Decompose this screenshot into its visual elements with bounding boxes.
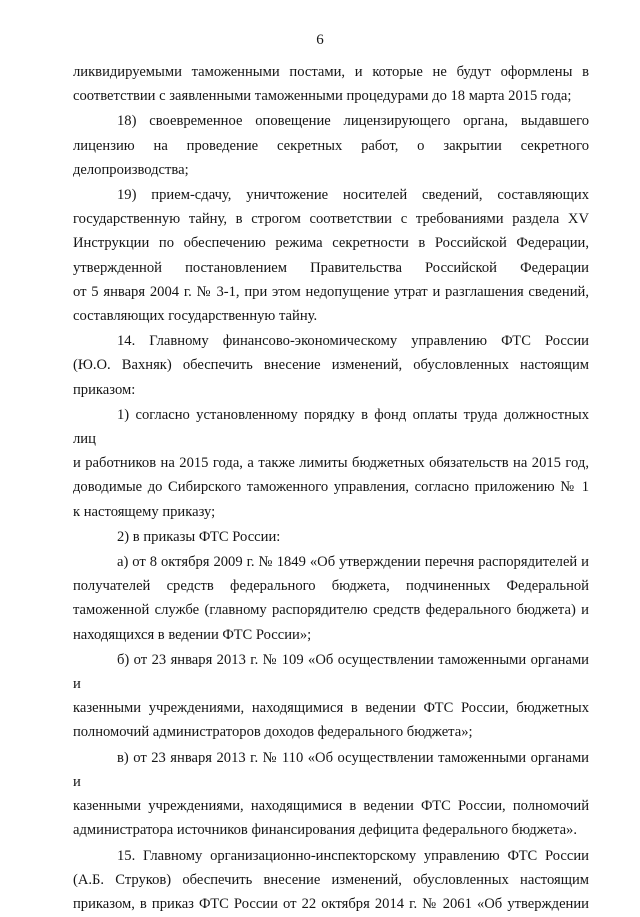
text-line: приказом: bbox=[73, 381, 136, 398]
text-line: к настоящему приказу; bbox=[73, 503, 216, 520]
text-line: (А.Б. Струков) обеспечить внесение изменений, обусловленных настоящим bbox=[73, 871, 589, 888]
paragraph bbox=[73, 183, 589, 328]
paragraph bbox=[73, 525, 589, 549]
text-line: 2) в приказы ФТС России: bbox=[117, 528, 281, 545]
document-body bbox=[73, 60, 589, 917]
paragraph bbox=[73, 403, 589, 524]
text-line: 15. Главному организационно-инспекторскому управлению ФТС России bbox=[117, 847, 589, 864]
paragraph bbox=[73, 329, 589, 402]
text-line: (Ю.О. Вахняк) обеспечить внесение изменений, обусловленных настоящим bbox=[73, 357, 589, 374]
text-line: соответствии с заявленными таможенными процедурами до 18 марта 2015 года; bbox=[73, 88, 572, 105]
text-line: Инструкции по обеспечению режима секретности в Российской Федерации, bbox=[73, 235, 589, 252]
text-line: б) от 23 января 2013 г. № 109 «Об осуществлении таможенными органами и bbox=[73, 651, 589, 693]
text-line: получателей средств федерального бюджета, подчиненных Федеральной bbox=[73, 578, 589, 595]
text-line: утвержденной постановлением Правительства Российской Федерации bbox=[73, 259, 589, 276]
paragraph bbox=[73, 844, 589, 917]
paragraph bbox=[73, 60, 589, 108]
paragraph bbox=[73, 648, 589, 745]
text-line: и работников на 2015 года, а также лимиты бюджетных обязательств на 2015 год, bbox=[73, 455, 589, 472]
text-line: администратора источников финансирования дефицита федерального бюджета». bbox=[73, 822, 578, 839]
text-line: 19) прием-сдачу, уничтожение носителей сведений, составляющих bbox=[117, 187, 589, 204]
text-line: ликвидируемыми таможенными постами, и которые не будут оформлены в bbox=[73, 64, 589, 80]
text-line: 18) своевременное оповещение лицензирующего органа, выдавшего bbox=[117, 113, 589, 130]
text-line: государственную тайну, в строгом соответствии с требованиями раздела XV bbox=[73, 211, 589, 228]
text-line: в) от 23 января 2013 г. № 110 «Об осуществлении таможенными органами и bbox=[73, 749, 589, 790]
text-line: 1) согласно установленному порядку в фонд оплаты труда должностных лиц bbox=[73, 406, 589, 448]
paragraph bbox=[73, 550, 589, 647]
text-line: казенными учреждениями, находящимися в ведении ФТС России, полномочий bbox=[73, 798, 589, 815]
text-line: казенными учреждениями, находящимися в ведении ФТС России, бюджетных bbox=[73, 700, 589, 717]
text-line: таможенной службе (главному распорядителю средств федерального бюджета) и bbox=[73, 602, 589, 619]
paragraph bbox=[73, 109, 589, 182]
text-line: делопроизводства; bbox=[73, 161, 189, 178]
text-line: составляющих государственную тайну. bbox=[73, 308, 318, 325]
text-line: лицензию на проведение секретных работ, о закрытии секретного bbox=[73, 137, 589, 154]
page-number: 6 bbox=[316, 32, 324, 48]
text-line: а) от 8 октября 2009 г. № 1849 «Об утверждении перечня распорядителей и bbox=[117, 554, 589, 571]
paragraph bbox=[73, 746, 589, 843]
text-line: приказом, в приказ ФТС России от 22 октября 2014 г. № 2061 «Об утверждении bbox=[73, 895, 589, 912]
text-line: полномочий администраторов доходов федерального бюджета»; bbox=[73, 724, 473, 741]
text-line: 14. Главному финансово-экономическому управлению ФТС России bbox=[117, 333, 589, 350]
text-line: доводимые до Сибирского таможенного управления, согласно приложению № 1 bbox=[73, 479, 589, 496]
text-line: находящихся в ведении ФТС России»; bbox=[73, 626, 312, 643]
text-line: от 5 января 2004 г. № 3-1, при этом недопущение утрат и разглашения сведений, bbox=[73, 283, 589, 300]
